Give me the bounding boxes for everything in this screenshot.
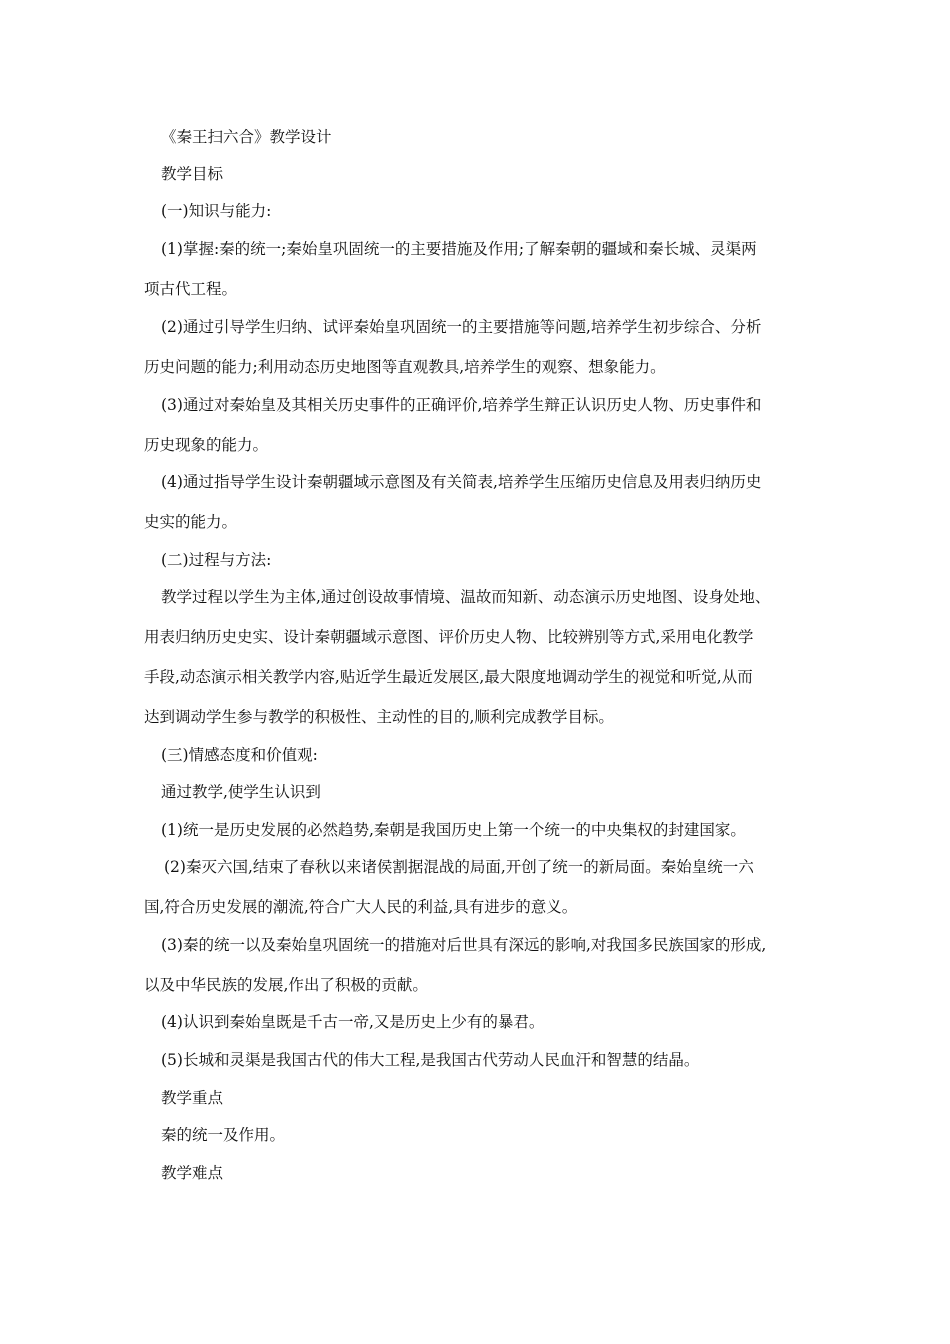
emotion-item-3-line-2: 以及中华民族的发展,作出了积极的贡献。: [144, 976, 428, 994]
heading-teaching-goals: 教学目标: [161, 165, 224, 183]
knowledge-item-4-line-1: (4)通过指导学生设计秦朝疆域示意图及有关简表,培养学生压缩历史信息及用表归纳历史: [161, 473, 762, 491]
knowledge-item-1-line-2: 项古代工程。: [144, 280, 238, 298]
subheading-knowledge-ability: (一)知识与能力:: [161, 202, 272, 220]
knowledge-item-3-line-2: 历史现象的能力。: [144, 436, 269, 454]
heading-difficult-points: 教学难点: [161, 1164, 224, 1182]
emotion-item-3-line-1: (3)秦的统一以及秦始皇巩固统一的措施对后世具有深远的影响,对我国多民族国家的形成,: [161, 936, 767, 954]
subheading-emotion-values: (三)情感态度和价值观:: [161, 746, 318, 764]
document-title: 《秦王扫六合》教学设计: [161, 128, 332, 146]
heading-key-points: 教学重点: [161, 1089, 224, 1107]
key-points-text: 秦的统一及作用。: [161, 1126, 286, 1144]
emotion-item-2-line-2: 国,符合历史发展的潮流,符合广大人民的利益,具有进步的意义。: [144, 898, 578, 916]
knowledge-item-2-line-2: 历史问题的能力;利用动态历史地图等直观教具,培养学生的观察、想象能力。: [144, 358, 666, 376]
knowledge-item-2-line-1: (2)通过引导学生归纳、试评秦始皇巩固统一的主要措施等问题,培养学生初步综合、分析: [161, 318, 762, 336]
subheading-process-method: (二)过程与方法:: [161, 551, 272, 569]
knowledge-item-4-line-2: 史实的能力。: [144, 513, 238, 531]
emotion-item-2-line-1: (2)秦灭六国,结束了春秋以来诸侯割据混战的局面,开创了统一的新局面。秦始皇统一六: [164, 858, 754, 876]
emotion-item-1: (1)统一是历史发展的必然趋势,秦朝是我国历史上第一个统一的中央集权的封建国家。: [161, 821, 746, 839]
emotion-item-4: (4)认识到秦始皇既是千古一帝,又是历史上少有的暴君。: [161, 1013, 545, 1031]
process-paragraph-line-3: 手段,动态演示相关教学内容,贴近学生最近发展区,最大限度地调动学生的视觉和听觉,从而: [144, 668, 753, 686]
process-paragraph-line-2: 用表归纳历史史实、设计秦朝疆域示意图、评价历史人物、比较辨别等方式,采用电化教学: [144, 628, 754, 646]
emotion-intro: 通过教学,使学生认识到: [161, 783, 321, 801]
process-paragraph-line-1: 教学过程以学生为主体,通过创设故事情境、温故而知新、动态演示历史地图、设身处地、: [161, 588, 771, 606]
knowledge-item-3-line-1: (3)通过对秦始皇及其相关历史事件的正确评价,培养学生辩正认识历史人物、历史事件和: [161, 396, 762, 414]
knowledge-item-1-line-1: (1)掌握:秦的统一;秦始皇巩固统一的主要措施及作用;了解秦朝的疆域和秦长城、灵渠两: [161, 240, 757, 258]
process-paragraph-line-4: 达到调动学生参与教学的积极性、主动性的目的,顺利完成教学目标。: [144, 708, 614, 726]
emotion-item-5: (5)长城和灵渠是我国古代的伟大工程,是我国古代劳动人民血汗和智慧的结晶。: [161, 1051, 700, 1069]
